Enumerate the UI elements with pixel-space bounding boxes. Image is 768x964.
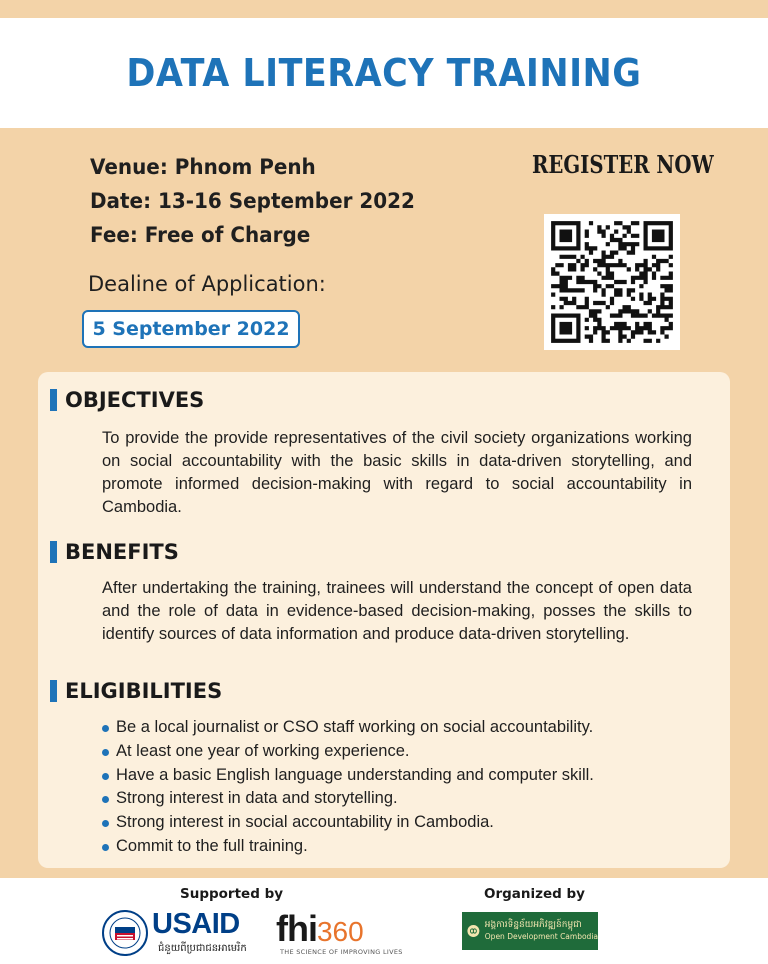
- benefits-heading: [50, 539, 179, 565]
- date-text: Date: 13-16 September 2022: [90, 189, 415, 213]
- organized-by-label: Organized by: [484, 886, 585, 902]
- list-item: Have a basic English language understanding and computer skill.: [102, 764, 702, 788]
- odc-logo-text: [485, 919, 598, 943]
- section-marker: [50, 680, 57, 702]
- benefits-text: After undertaking the training, trainees will understand the concept of open data and the role of data in evidence-based decision-making, posses the skills to identify sources of data information and produce data-driven storytelling.: [102, 579, 692, 643]
- deadline-box: [82, 310, 300, 348]
- objectives-text: To provide the provide representatives of the civil society organizations working on social accountability with the basic skills in data-driven storytelling, and promote informed decision-making with regard to social accountability in Cambodia.: [102, 429, 692, 516]
- eligibilities-title: ELIGIBILITIES: [65, 679, 223, 703]
- eligibilities-list: [102, 716, 702, 859]
- deadline-value: 5 September 2022: [92, 318, 290, 340]
- odc-name-english: Open Development Cambodia: [484, 932, 598, 941]
- supported-by-label: Supported by: [180, 886, 284, 902]
- fhi-logo-number: 360: [316, 916, 364, 947]
- bullet-icon: [102, 749, 109, 756]
- usaid-logo-text: USAID: [152, 908, 240, 940]
- objectives-title: OBJECTIVES: [65, 388, 205, 412]
- odc-logo: [462, 912, 598, 950]
- title-band: [0, 18, 768, 128]
- qr-code-graphic: [544, 214, 680, 350]
- bullet-icon: [102, 796, 109, 803]
- fhi-tagline: THE SCIENCE OF IMPROVING LIVES: [280, 948, 403, 956]
- usaid-seal-icon: [102, 910, 148, 956]
- list-item: At least one year of working experience.: [102, 740, 702, 764]
- event-info: [90, 150, 420, 252]
- list-item: Strong interest in social accountability in Cambodia.: [102, 811, 702, 835]
- section-marker: [50, 389, 57, 411]
- bullet-icon: [102, 820, 109, 827]
- usaid-subtitle: ជំនួយពីប្រជាជនអាមេរិក: [158, 943, 247, 954]
- venue-text: Venue: Phnom Penh: [90, 155, 316, 179]
- fee-text: Fee: Free of Charge: [90, 223, 311, 247]
- benefits-title: BENEFITS: [65, 540, 179, 564]
- bullet-icon: [102, 725, 109, 732]
- list-item: Be a local journalist or CSO staff working on social accountability.: [102, 716, 702, 740]
- list-item: Strong interest in data and storytelling.: [102, 787, 702, 811]
- bullet-icon: [102, 773, 109, 780]
- odc-name-khmer: អង្គការទិន្នន័យអភិវឌ្ឍន៍កម្ពុជា: [484, 920, 582, 930]
- sponsor-footer: [0, 878, 768, 964]
- page-title: DATA LITERACY TRAINING: [126, 51, 642, 95]
- objectives-heading: [50, 387, 204, 413]
- section-marker: [50, 541, 57, 563]
- fhi360-logo: [276, 908, 364, 950]
- fhi-logo-text: fhi: [276, 908, 317, 949]
- odc-infinity-icon: [467, 916, 480, 946]
- eligibilities-heading: [50, 678, 222, 704]
- register-now-heading: REGISTER NOW: [532, 150, 714, 179]
- qr-code-icon[interactable]: [544, 214, 680, 350]
- bullet-icon: [102, 844, 109, 851]
- list-item: Commit to the full training.: [102, 835, 702, 859]
- deadline-label: Dealine of Application:: [88, 272, 326, 296]
